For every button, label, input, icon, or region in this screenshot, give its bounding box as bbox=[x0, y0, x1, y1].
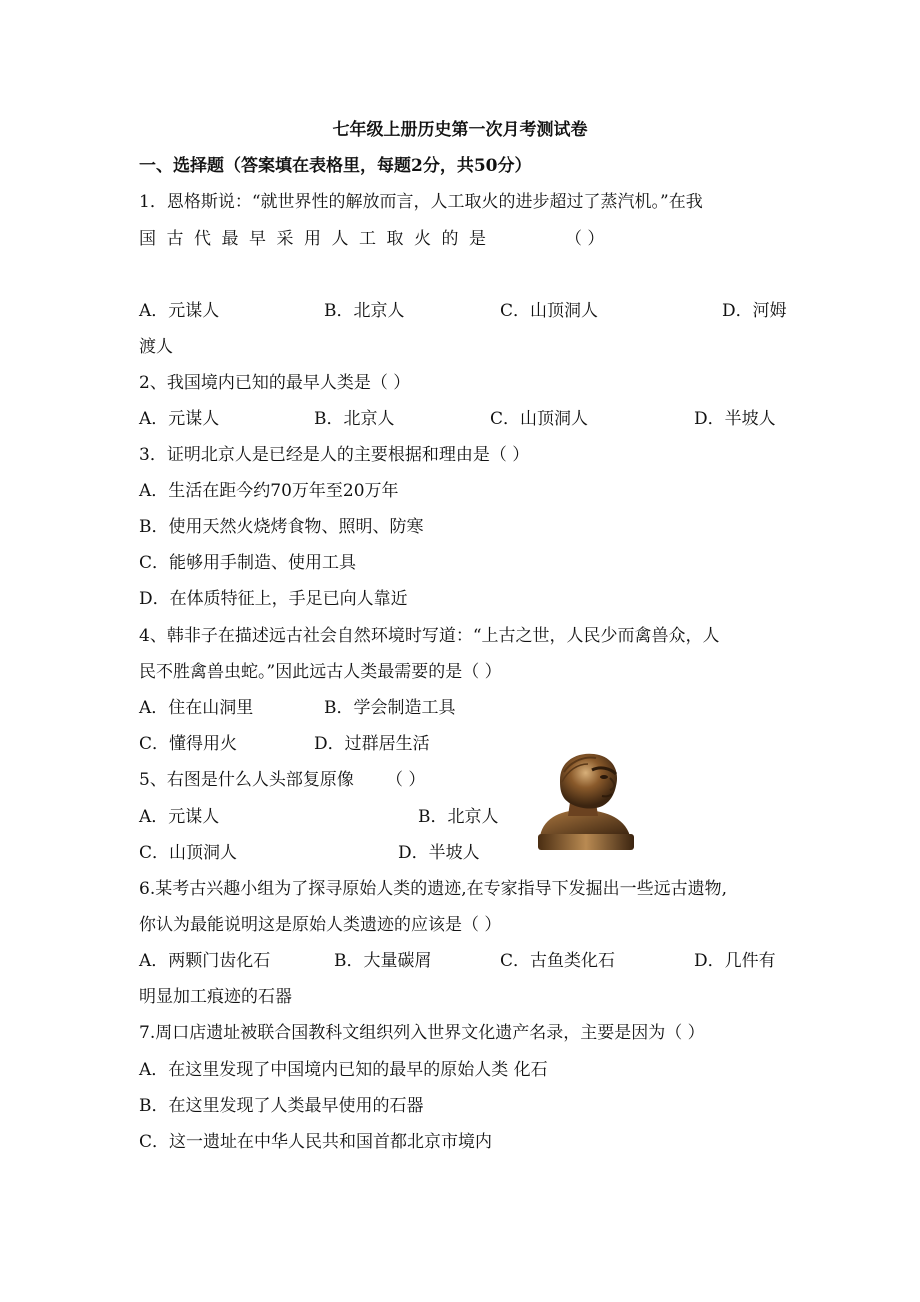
page-title: 七年级上册历史第一次月考测试卷 bbox=[332, 120, 588, 140]
q1-option-c: C．山顶洞人 bbox=[500, 301, 599, 321]
q3-option-c: C．能够用手制造、使用工具 bbox=[139, 553, 357, 573]
q6-option-d: D．几件有 bbox=[694, 951, 776, 971]
q3-option-b: B．使用天然火烧烤食物、照明、防寒 bbox=[139, 517, 424, 537]
q4-option-a: A．住在山洞里 bbox=[139, 698, 254, 718]
q4-option-b: B．学会制造工具 bbox=[324, 698, 456, 718]
q3-stem: 3．证明北京人是已经是人的主要根据和理由是（ ） bbox=[139, 445, 530, 465]
q6-option-d-continued: 明显加工痕迹的石器 bbox=[139, 987, 292, 1007]
q3-option-d: D．在体质特征上，手足已向人靠近 bbox=[139, 589, 408, 609]
q4-option-c: C．懂得用火 bbox=[139, 734, 238, 754]
q1-answer-paren: （ ） bbox=[565, 229, 605, 249]
q4-stem-line1: 4、韩非子在描述远古社会自然环境时写道：“上古之世，人民少而禽兽众，人 bbox=[139, 626, 720, 646]
q5-answer-paren: （ ） bbox=[386, 770, 426, 790]
q2-option-b: B．北京人 bbox=[314, 409, 395, 429]
q5-option-c: C．山顶洞人 bbox=[139, 843, 238, 863]
q5-option-a: A．元谋人 bbox=[139, 807, 220, 827]
q6-option-a: A．两颗门齿化石 bbox=[139, 951, 271, 971]
q1-option-a: A．元谋人 bbox=[139, 301, 220, 321]
q7-stem: 7.周口店遗址被联合国教科文组织列入世界文化遗产名录，主要是因为（ ） bbox=[139, 1023, 705, 1043]
q5-stem: 5、右图是什么人头部复原像 bbox=[139, 770, 354, 790]
q5-option-b: B．北京人 bbox=[418, 807, 499, 827]
q1-stem-line2: 国古代最早采用人工取火的是 bbox=[139, 229, 497, 249]
q1-option-d: D．河姆 bbox=[722, 301, 787, 321]
q4-option-d: D．过群居生活 bbox=[314, 734, 430, 754]
q6-stem-line2: 你认为最能说明这是原始人类遗迹的应该是（ ） bbox=[139, 915, 502, 935]
q2-stem: 2、我国境内已知的最早人类是（ ） bbox=[139, 373, 411, 393]
q4-stem-line2: 民不胜禽兽虫蛇。”因此远古人类最需要的是（ ） bbox=[139, 662, 502, 682]
bust-image bbox=[530, 750, 642, 854]
q1-option-b: B．北京人 bbox=[324, 301, 405, 321]
q6-stem-line1: 6.某考古兴趣小组为了探寻原始人类的遗迹,在专家指导下发掘出一些远古遗物, bbox=[139, 879, 728, 899]
bust-icon bbox=[530, 750, 642, 854]
q7-option-a: A．在这里发现了中国境内已知的最早的原始人类 化石 bbox=[139, 1060, 548, 1080]
q6-option-c: C．古鱼类化石 bbox=[500, 951, 616, 971]
q2-option-a: A．元谋人 bbox=[139, 409, 220, 429]
section-heading: 一、选择题（答案填在表格里，每题2分，共50分） bbox=[139, 156, 532, 176]
q7-option-b: B．在这里发现了人类最早使用的石器 bbox=[139, 1096, 424, 1116]
q2-option-d: D．半坡人 bbox=[694, 409, 776, 429]
q1-stem-line1: 1．恩格斯说：“就世界性的解放而言，人工取火的进步超过了蒸汽机。”在我 bbox=[139, 192, 703, 212]
q3-option-a: A．生活在距今约70万年至20万年 bbox=[139, 481, 399, 501]
q7-option-c: C．这一遗址在中华人民共和国首都北京市境内 bbox=[139, 1132, 493, 1152]
q1-option-d-continued: 渡人 bbox=[139, 337, 173, 357]
q5-option-d: D．半坡人 bbox=[398, 843, 480, 863]
q6-option-b: B．大量碳屑 bbox=[334, 951, 432, 971]
q2-option-c: C．山顶洞人 bbox=[490, 409, 589, 429]
